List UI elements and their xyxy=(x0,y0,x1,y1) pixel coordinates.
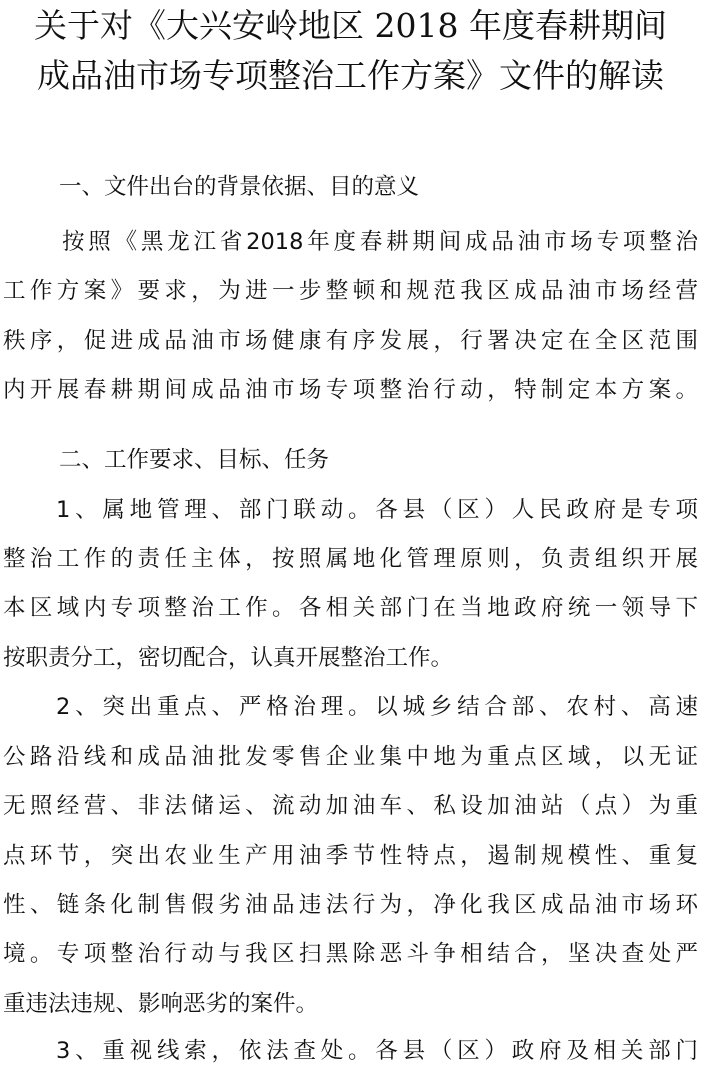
item-line: 公路沿线和成品油批发零售企业集中地为重点区域，以无证 xyxy=(3,744,698,770)
paragraph-line: 按照《黑龙江省2018年度春耕期间成品油市场专项整治 xyxy=(62,229,698,255)
item-line: 重违法违规、影响恶劣的案件。 xyxy=(3,991,319,1017)
item-line: 点环节，突出农业生产用油季节性特点，遏制规模性、重复 xyxy=(3,843,698,869)
section-heading-requirements: 二、工作要求、目标、任务 xyxy=(59,447,330,473)
paragraph-line: 工作方案》要求，为进一步整顿和规范我区成品油市场经营 xyxy=(3,278,698,304)
item-line: 1、属地管理、部门联动。各县（区）人民政府是专项 xyxy=(56,497,698,523)
item-line: 3、重视线索，依法查处。各县（区）政府及相关部门 xyxy=(56,1038,698,1064)
document-title-line-1: 关于对《大兴安岭地区 2018 年度春耕期间 xyxy=(34,6,667,45)
item-line: 整治工作的责任主体，按照属地化管理原则，负责组织开展 xyxy=(3,546,698,572)
item-line: 2、突出重点、严格治理。以城乡结合部、农村、高速 xyxy=(56,694,698,720)
paragraph-line: 秩序，促进成品油市场健康有序发展，行署决定在全区范围 xyxy=(3,328,698,354)
item-line: 本区域内专项整治工作。各相关部门在当地政府统一领导下 xyxy=(3,595,698,621)
section-heading-background: 一、文件出台的背景依据、目的意义 xyxy=(59,174,420,200)
document-title-line-2: 成品油市场专项整治工作方案》文件的解读 xyxy=(37,56,664,95)
item-line: 性、链条化制售假劣油品违法行为，净化我区成品油市场环 xyxy=(3,892,698,918)
paragraph-line: 内开展春耕期间成品油市场专项整治行动，特制定本方案。 xyxy=(3,377,698,403)
item-line: 无照经营、非法储运、流动加油车、私设加油站（点）为重 xyxy=(3,793,698,819)
item-line: 按职责分工，密切配合，认真开展整治工作。 xyxy=(3,645,454,671)
item-line: 境。专项整治行动与我区扫黑除恶斗争相结合，坚决查处严 xyxy=(3,941,698,967)
